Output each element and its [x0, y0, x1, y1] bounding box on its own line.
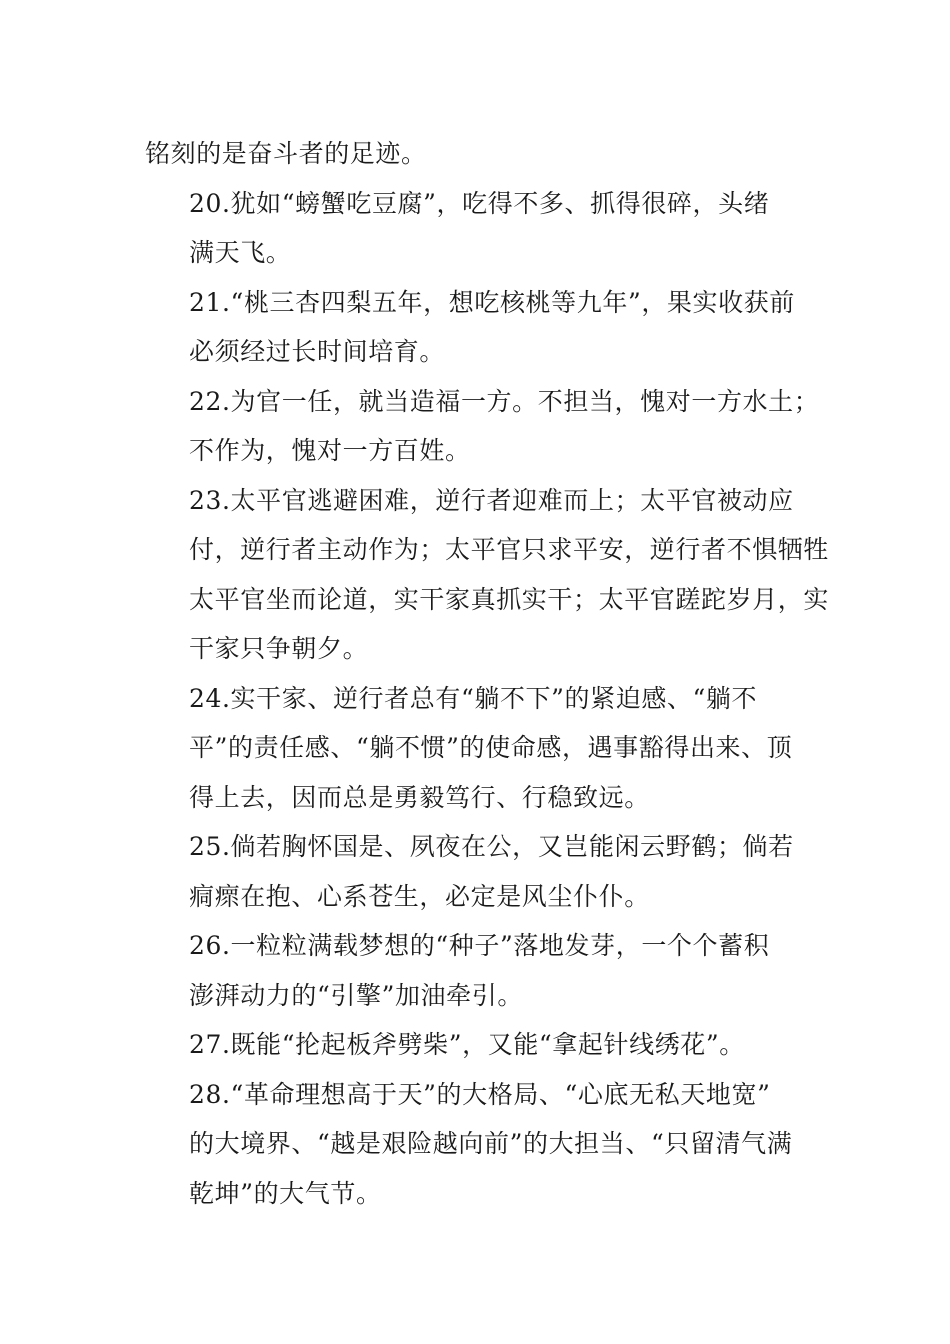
- text-line: 28.“革命理想高于天”的大格局、“心底无私天地宽”: [189, 1079, 771, 1109]
- text-line: 25.倘若胸怀国是、夙夜在公，又岂能闲云野鹤；倘若: [189, 832, 794, 861]
- paragraph-28: [145, 1070, 825, 1219]
- text-line: 付，逆行者主动作为；太平官只求平安，逆行者不惧牺牲: [189, 535, 830, 564]
- text-line: 24.实干家、逆行者总有“躺不下”的紧迫感、“躺不: [189, 683, 758, 713]
- paragraph-25: [145, 822, 825, 921]
- paragraph-26: [145, 921, 825, 1020]
- text-line: 干家只争朝夕。: [189, 634, 369, 663]
- paragraph-27: [145, 1020, 825, 1070]
- paragraph-22: [145, 377, 825, 476]
- text-line: 必须经过长时间培育。: [189, 337, 446, 366]
- text-line: 不作为，愧对一方百姓。: [189, 436, 471, 465]
- text-line: 满天飞。: [189, 238, 292, 267]
- text-line: 23.太平官逃避困难，逆行者迎难而上；太平官被动应: [189, 485, 794, 515]
- paragraph-19-tail: [145, 129, 825, 179]
- paragraph-20: [145, 179, 825, 278]
- text-line: 平”的责任感、“躺不惯”的使命感，遇事豁得出来、顶: [189, 733, 793, 762]
- text-line: 21.“桃三杏四梨五年，想吃核桃等九年”，果实收获前: [189, 287, 795, 317]
- document-body: [145, 129, 830, 1218]
- text-line: 的大境界、“越是艰险越向前”的大担当、“只留清气满: [189, 1129, 793, 1158]
- text-line: 26.一粒粒满载梦想的“种子”落地发芽，一个个蓄积: [189, 931, 770, 960]
- text-line: 太平官坐而论道，实干家真抓实干；太平官蹉跎岁月，实: [189, 584, 830, 614]
- text-line: 得上去，因而总是勇毅笃行、行稳致远。: [189, 782, 650, 812]
- text-line: 22.为官一任，就当造福一方。不担当，愧对一方水土；: [189, 386, 820, 416]
- text-line: 澎湃动力的“引擎”加油牵引。: [189, 980, 523, 1010]
- paragraph-23: [145, 476, 830, 674]
- text-line: 痌瘝在抱、心系苍生，必定是风尘仆仆。: [189, 881, 650, 911]
- text-line: 27.既能“抡起板斧劈柴”，又能“拿起针线绣花”。: [189, 1030, 745, 1059]
- text-line: 20.犹如“螃蟹吃豆腐”，吃得不多、抓得很碎，头绪: [189, 188, 770, 218]
- text-line: 铭刻的是奋斗者的足迹。: [145, 139, 427, 168]
- paragraph-24: [145, 674, 825, 823]
- paragraph-21: [145, 278, 825, 377]
- text-line: 乾坤”的大气节。: [189, 1178, 382, 1208]
